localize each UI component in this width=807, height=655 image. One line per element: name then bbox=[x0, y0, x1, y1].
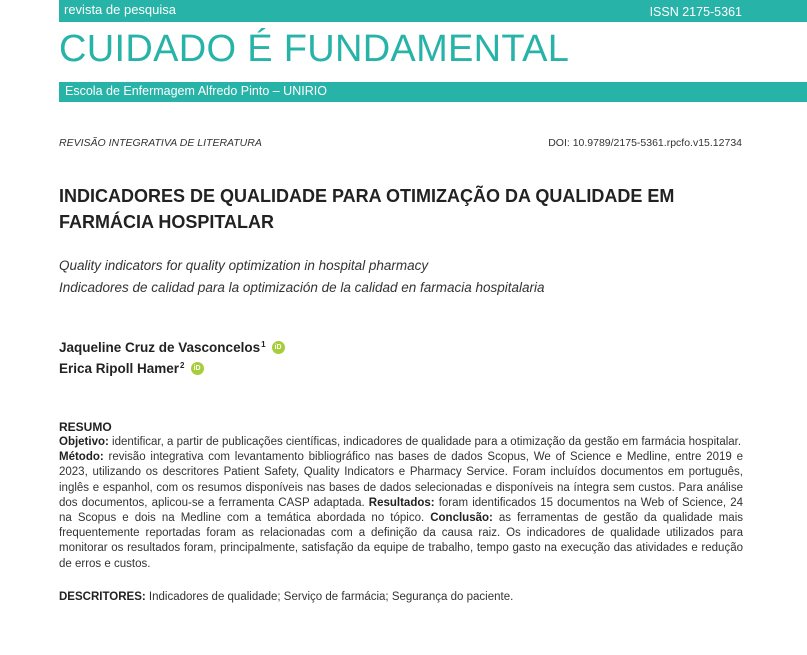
author-name: Erica Ripoll Hamer bbox=[59, 361, 180, 376]
author-2 bbox=[59, 358, 285, 379]
orcid-icon[interactable]: iD bbox=[272, 341, 285, 354]
institution-name: Escola de Enfermagem Alfredo Pinto – UNIRIO bbox=[65, 84, 327, 98]
objective-text: identificar, a partir de publicações científicas, indicadores de qualidade para a otimização da gestão em farmácia hospitalar. bbox=[108, 436, 742, 448]
keywords bbox=[59, 591, 513, 603]
title-spanish: Indicadores de calidad para la optimización de la calidad en farmacia hospitalaria bbox=[59, 280, 545, 295]
orcid-icon[interactable]: iD bbox=[191, 362, 204, 375]
article-title-line-2: FARMÁCIA HOSPITALAR bbox=[59, 212, 274, 232]
author-affiliation-number: 1 bbox=[261, 340, 266, 349]
results-text: foram identificados 15 documentos na Web of Science, 24 na Scopus e dois na Medline com a temática abordada no tópico. bbox=[59, 496, 743, 525]
issn: ISSN 2175-5361 bbox=[649, 5, 742, 19]
abstract-heading: RESUMO bbox=[59, 420, 112, 434]
title-english: Quality indicators for quality optimization in hospital pharmacy bbox=[59, 258, 429, 273]
doi-link[interactable]: DOI: 10.9789/2175-5361.rpcfo.v15.12734 bbox=[548, 137, 742, 149]
article-title bbox=[59, 183, 749, 235]
section-label: revista de pesquisa bbox=[64, 2, 177, 17]
method-label: Método: bbox=[59, 451, 104, 464]
journal-title: CUIDADO É FUNDAMENTAL bbox=[59, 28, 570, 70]
document-type: REVISÃO INTEGRATIVA DE LITERATURA bbox=[59, 137, 262, 149]
conclusion-label: Conclusão: bbox=[430, 512, 493, 525]
objective-label: Objetivo: bbox=[59, 436, 109, 448]
author-list bbox=[59, 337, 285, 379]
method-text: revisão integrativa com levantamento bibliográfico nas bases de dados Scopus, We of Science e Medline, entre 2019 e 2023, utilizando os descritores Patient Safety, Quality Indicators e Pharmacy Service. Foram incluídos documentos em português, inglês e espanhol, com os resumos disponíveis nas bases de dados selecionadas e disponíveis na íntegra sem custos. Para análise dos documentos, aplicou-se a ferramenta CASP adaptada. bbox=[59, 451, 743, 509]
author-name: Jaqueline Cruz de Vasconcelos bbox=[59, 340, 261, 355]
keywords-label: DESCRITORES: bbox=[59, 591, 146, 603]
journal-top-bar bbox=[59, 0, 807, 22]
conclusion-text: as ferramentas de gestão da qualidade mais frequentemente reportadas foram as relacionadas com a definição da causa raiz. Os indicadores de qualidade utilizados para monitorar os resultados foram, principalmente, satisfação da equipe de trabalho, tempo gasto na execução das atividades e redução de erros e custos. bbox=[59, 512, 743, 570]
abstract-body bbox=[59, 435, 743, 572]
keywords-text: Indicadores de qualidade; Serviço de farmácia; Segurança do paciente. bbox=[145, 591, 514, 603]
institution-bar bbox=[59, 82, 807, 102]
alternate-titles bbox=[59, 255, 545, 299]
results-label: Resultados: bbox=[368, 496, 435, 509]
author-affiliation-number: 2 bbox=[180, 361, 185, 370]
article-title-line-1: INDICADORES DE QUALIDADE PARA OTIMIZAÇÃO DA QUALIDADE EM bbox=[59, 186, 675, 206]
author-1 bbox=[59, 337, 285, 358]
